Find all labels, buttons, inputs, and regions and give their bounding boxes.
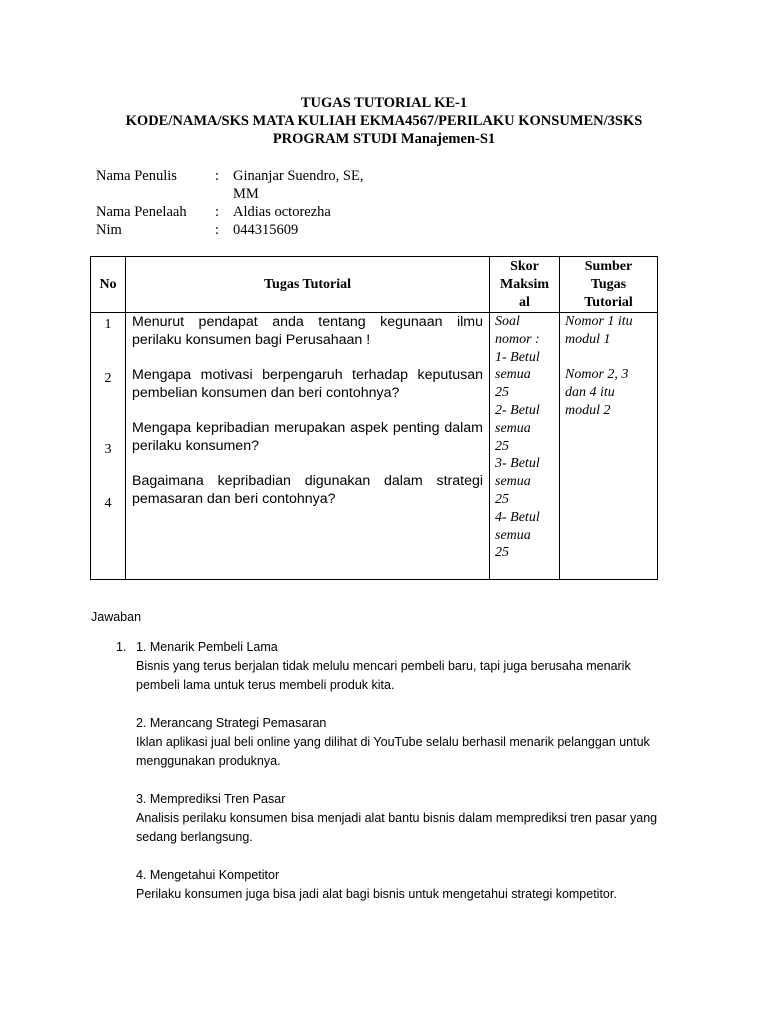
skor-line: 25: [495, 438, 509, 454]
header-sumber: [560, 257, 658, 313]
list-item: [136, 714, 676, 771]
program-heading: PROGRAM STUDI Manajemen-S1: [272, 131, 496, 147]
skor-line: semua: [495, 367, 531, 383]
answer-heading: 4. Mengetahui Kompetitor: [136, 868, 280, 882]
sumber-line: modul 1: [565, 331, 611, 347]
question-number: 4: [104, 496, 112, 511]
skor-line: 4- Betul: [495, 509, 540, 525]
answer-body: [136, 638, 676, 923]
sumber-line: dan 4 itu: [565, 385, 615, 401]
list-number: 1.: [116, 640, 127, 654]
header-sumber-line2: Tugas: [590, 276, 627, 292]
header-skor-line1: Skor: [510, 258, 539, 274]
header-tugas: Tugas Tutorial: [126, 257, 490, 313]
table-header-row: [91, 257, 658, 313]
list-item: [136, 638, 676, 695]
header-skor: [490, 257, 560, 313]
skor-line: semua: [495, 474, 531, 490]
penulis-value-cont: MM: [233, 186, 259, 202]
document-title: TUGAS TUTORIAL KE-1: [300, 95, 468, 111]
sumber-line: Nomor 2, 3: [565, 367, 629, 383]
skor-line: Soal: [495, 314, 520, 329]
list-item: [136, 790, 676, 847]
task-table: [90, 256, 658, 580]
question-number: 2: [104, 371, 112, 386]
sumber-line: Nomor 1 itu: [565, 314, 633, 329]
nim-label: Nim: [96, 222, 122, 238]
nim-value: 044315609: [233, 222, 299, 238]
question-number: 3: [104, 442, 112, 457]
skor-line: 25: [495, 491, 509, 507]
skor-line: 2- Betul: [495, 402, 540, 418]
sumber-line: modul 2: [565, 402, 611, 418]
answer-heading: 3. Memprediksi Tren Pasar: [136, 792, 286, 806]
sumber-spacer: [565, 349, 657, 367]
skor-line: 25: [495, 545, 509, 561]
tugas-cell: [126, 313, 490, 580]
header-skor-line2: Maksim: [500, 276, 549, 292]
penelaah-colon: :: [215, 204, 220, 220]
skor-line: semua: [495, 527, 531, 543]
answer-heading: 2. Merancang Strategi Pemasaran: [136, 716, 327, 730]
question-text: Mengapa kepribadian merupakan aspek penting dalam perilaku konsumen?: [132, 420, 483, 454]
question-text: Mengapa motivasi berpengaruh terhadap keputusan pembelian konsumen dan beri contohnya?: [132, 367, 483, 401]
course-info-heading: KODE/NAMA/SKS MATA KULIAH EKMA4567/PERILAKU KONSUMEN/3SKS: [125, 113, 643, 129]
penulis-colon: :: [215, 168, 220, 184]
header-sumber-line3: Tutorial: [584, 294, 633, 310]
answer-text: menggunakan produknya.: [136, 754, 281, 768]
no-cell: [91, 313, 126, 580]
skor-line: semua: [495, 420, 531, 436]
skor-cell: [490, 313, 560, 580]
table-row: [91, 313, 658, 580]
jawaban-title: Jawaban: [91, 610, 142, 624]
header-no: No: [91, 257, 126, 313]
list-item: [136, 866, 676, 904]
answer-heading: 1. Menarik Pembeli Lama: [136, 640, 278, 654]
skor-line: 25: [495, 385, 509, 401]
answer-text: pembeli lama untuk terus membeli produk kita.: [136, 678, 395, 692]
question-number: 1: [104, 317, 112, 332]
answer-text: sedang berlangsung.: [136, 830, 253, 844]
skor-line: 1- Betul: [495, 349, 540, 365]
penulis-value: Ginanjar Suendro, SE,: [233, 168, 364, 184]
penulis-label: Nama Penulis: [96, 168, 177, 184]
skor-line: nomor :: [495, 331, 540, 347]
answer-text: Analisis perilaku konsumen bisa menjadi alat bantu bisnis dalam memprediksi tren pasar yang: [136, 811, 658, 825]
skor-line: 3- Betul: [495, 456, 540, 472]
header-skor-line3: al: [519, 294, 530, 310]
answer-text: Perilaku konsumen juga bisa jadi alat bagi bisnis untuk mengetahui strategi kompetitor.: [136, 887, 617, 901]
question-text: Bagaimana kepribadian digunakan dalam strategi pemasaran dan beri contohnya?: [132, 473, 483, 507]
answer-text: Bisnis yang terus berjalan tidak melulu mencari pembeli baru, tapi juga berusaha menarik: [136, 659, 631, 673]
answer-text: Iklan aplikasi jual beli online yang dilihat di YouTube selalu berhasil menarik pelanggan untuk: [136, 735, 650, 749]
sumber-cell: [560, 313, 658, 580]
header-sumber-line1: Sumber: [584, 258, 633, 274]
nim-colon: :: [215, 222, 220, 238]
question-text: Menurut pendapat anda tentang kegunaan ilmu perilaku konsumen bagi Perusahaan !: [132, 314, 483, 348]
penelaah-value: Aldias octorezha: [233, 204, 331, 220]
penelaah-label: Nama Penelaah: [96, 204, 187, 220]
